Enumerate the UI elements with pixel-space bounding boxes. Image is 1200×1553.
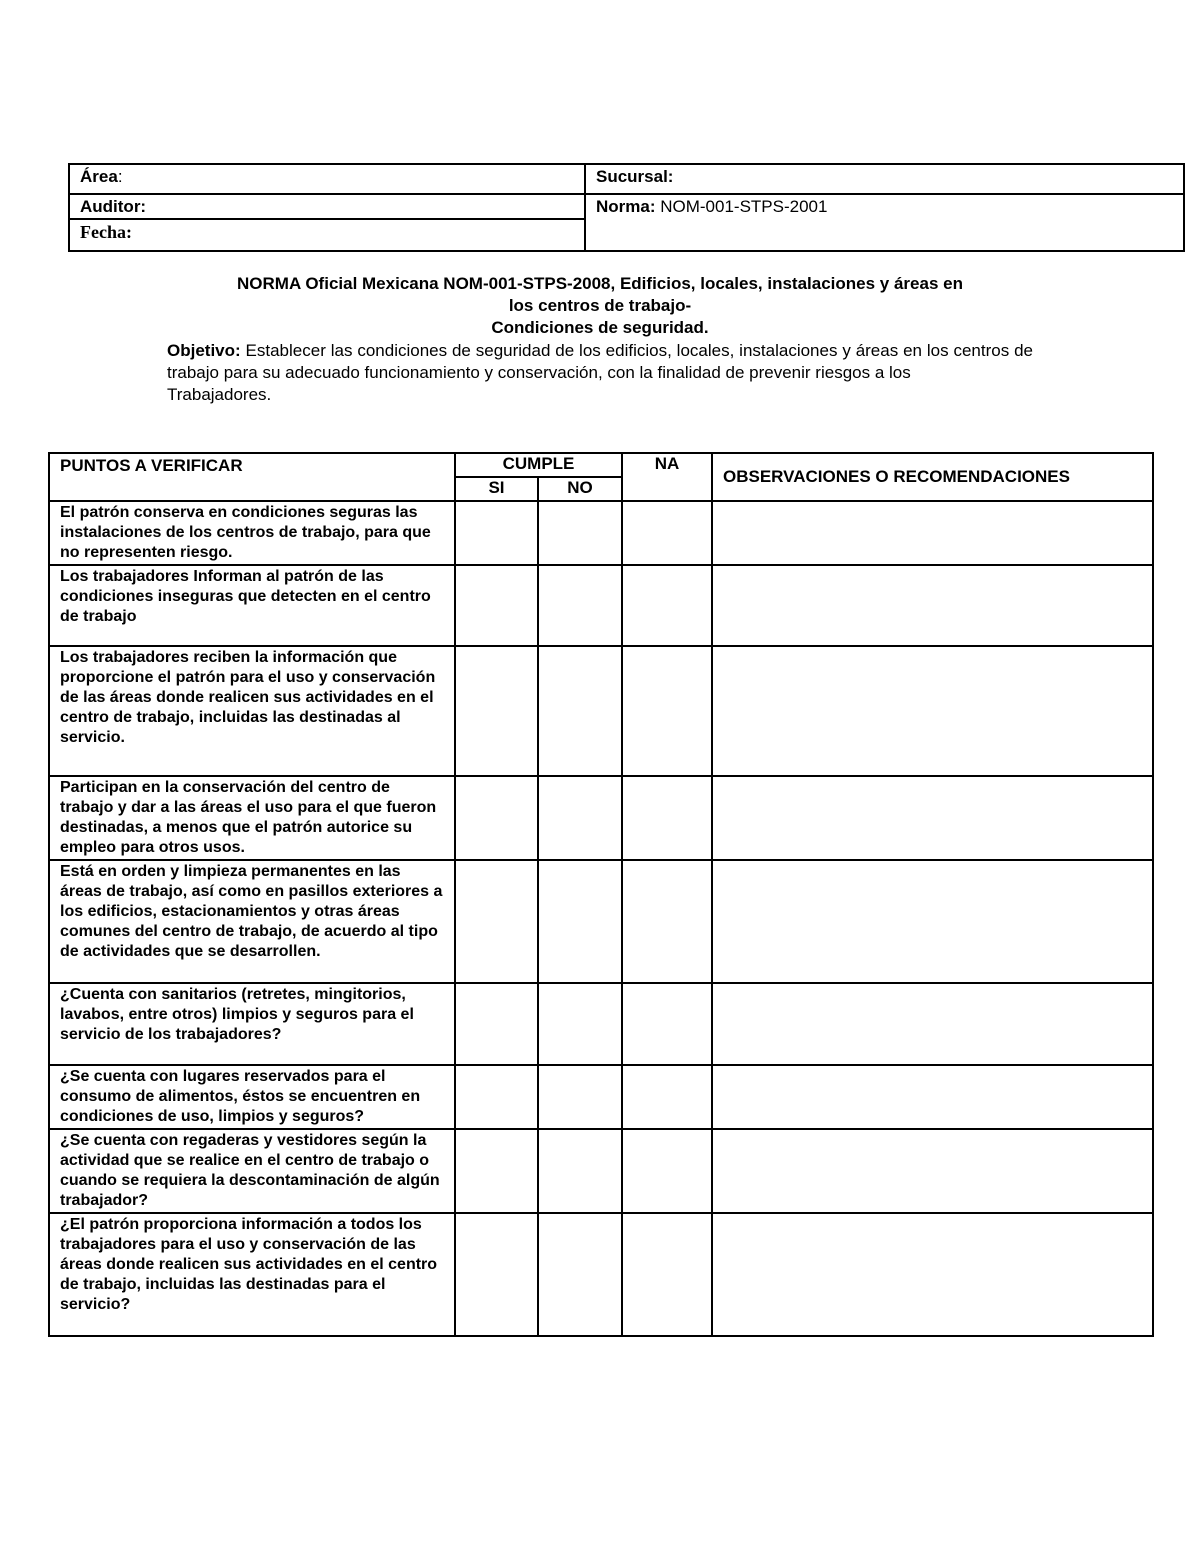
na-cell[interactable]: [622, 646, 712, 776]
observaciones-cell[interactable]: [712, 1213, 1153, 1336]
na-cell[interactable]: [622, 1065, 712, 1129]
question-cell: Los trabajadores reciben la información que proporcione el patrón para el uso y conservación de las áreas donde realicen sus actividades en el centro de trabajo, incluidas las destinadas al servicio.: [49, 646, 455, 776]
observaciones-cell[interactable]: [712, 860, 1153, 983]
question-cell: ¿Se cuenta con regaderas y vestidores según la actividad que se realice en el centro de trabajo o cuando se requiera la descontaminación de algún trabajador?: [49, 1129, 455, 1213]
table-row: [49, 646, 1153, 776]
audit-info-table: [68, 163, 1185, 252]
observaciones-cell[interactable]: [712, 1129, 1153, 1213]
table-row: [49, 860, 1153, 983]
question-cell: Participan en la conservación del centro de trabajo y dar a las áreas el uso para el que fueron destinadas, a menos que el patrón autorice su empleo para otros usos.: [49, 776, 455, 860]
observaciones-cell[interactable]: [712, 776, 1153, 860]
table-row: [49, 983, 1153, 1065]
question-cell: ¿Se cuenta con lugares reservados para el consumo de alimentos, éstos se encuentren en condiciones de uso, limpios y seguros?: [49, 1065, 455, 1129]
si-cell[interactable]: [455, 646, 538, 776]
question-cell: ¿El patrón proporciona información a todos los trabajadores para el uso y conservación de las áreas donde realicen sus actividades en el centro de trabajo, incluidas las destinadas para el servicio?: [49, 1213, 455, 1336]
observaciones-cell[interactable]: [712, 1065, 1153, 1129]
si-cell[interactable]: [455, 501, 538, 565]
no-cell[interactable]: [538, 1129, 622, 1213]
document-title: [150, 273, 1050, 339]
title-line-1: NORMA Oficial Mexicana NOM-001-STPS-2008, Edificios, locales, instalaciones y áreas en: [237, 274, 963, 293]
na-cell[interactable]: [622, 776, 712, 860]
si-cell[interactable]: [455, 983, 538, 1065]
auditor-fecha-cell: [69, 194, 585, 251]
fecha-label: Fecha:: [80, 222, 132, 242]
si-cell[interactable]: [455, 565, 538, 646]
norma-cell[interactable]: [585, 194, 1184, 251]
norma-label: Norma:: [596, 197, 656, 216]
table-row: [49, 776, 1153, 860]
no-cell[interactable]: [538, 983, 622, 1065]
observaciones-cell[interactable]: [712, 646, 1153, 776]
header-na: NA: [622, 453, 712, 501]
si-cell[interactable]: [455, 1065, 538, 1129]
header-observaciones: OBSERVACIONES O RECOMENDACIONES: [712, 453, 1153, 501]
title-line-2: los centros de trabajo-: [508, 296, 692, 315]
header-puntos: PUNTOS A VERIFICAR: [49, 453, 455, 501]
no-cell[interactable]: [538, 646, 622, 776]
si-cell[interactable]: [455, 860, 538, 983]
objective-label: Objetivo:: [167, 341, 241, 360]
sucursal-cell[interactable]: [585, 164, 1184, 194]
no-cell[interactable]: [538, 776, 622, 860]
header-cumple: CUMPLE: [455, 453, 622, 477]
na-cell[interactable]: [622, 860, 712, 983]
auditor-label: Auditor:: [80, 197, 147, 216]
si-cell[interactable]: [455, 1213, 538, 1336]
no-cell[interactable]: [538, 501, 622, 565]
na-cell[interactable]: [622, 565, 712, 646]
norma-value: NOM-001-STPS-2001: [655, 197, 828, 216]
table-row: [49, 565, 1153, 646]
objective-section: [167, 340, 1033, 406]
question-cell: ¿Cuenta con sanitarios (retretes, mingitorios, lavabos, entre otros) limpios y seguros para el servicio de los trabajadores?: [49, 983, 455, 1065]
table-row: [49, 1213, 1153, 1336]
na-cell[interactable]: [622, 501, 712, 565]
observaciones-cell[interactable]: [712, 565, 1153, 646]
objective-last-line: Trabajadores.: [167, 385, 272, 404]
no-cell[interactable]: [538, 1065, 622, 1129]
checklist-table: [48, 452, 1154, 1337]
si-cell[interactable]: [455, 1129, 538, 1213]
na-cell[interactable]: [622, 1213, 712, 1336]
na-cell[interactable]: [622, 983, 712, 1065]
fecha-field[interactable]: [70, 218, 584, 241]
sucursal-label: Sucursal:: [596, 167, 674, 186]
observaciones-cell[interactable]: [712, 983, 1153, 1065]
na-cell[interactable]: [622, 1129, 712, 1213]
observaciones-cell[interactable]: [712, 501, 1153, 565]
objective-paragraph: [167, 340, 1033, 384]
area-cell[interactable]: [69, 164, 585, 194]
question-cell: Está en orden y limpieza permanentes en las áreas de trabajo, así como en pasillos exteriores a los edificios, estacionamientos y otras áreas comunes del centro de trabajo, de acuerdo al tipo de actividades que se desarrollen.: [49, 860, 455, 983]
no-cell[interactable]: [538, 565, 622, 646]
header-si: SI: [455, 477, 538, 501]
auditor-field[interactable]: [70, 195, 584, 218]
no-cell[interactable]: [538, 860, 622, 983]
table-row: [49, 501, 1153, 565]
area-label: Área: [80, 167, 118, 186]
no-cell[interactable]: [538, 1213, 622, 1336]
question-cell: Los trabajadores Informan al patrón de las condiciones inseguras que detecten en el centro de trabajo: [49, 565, 455, 646]
header-no: NO: [538, 477, 622, 501]
area-colon: :: [117, 167, 123, 186]
si-cell[interactable]: [455, 776, 538, 860]
question-cell: El patrón conserva en condiciones seguras las instalaciones de los centros de trabajo, para que no representen riesgo.: [49, 501, 455, 565]
title-line-3: Condiciones de seguridad.: [491, 318, 709, 337]
table-row: [49, 1065, 1153, 1129]
objective-text: Establecer las condiciones de seguridad de los edificios, locales, instalaciones y áreas en los centros de trabajo para su adecuado funcionamiento y conservación, con la finalidad de prevenir riesgos a los: [167, 341, 1033, 382]
table-row: [49, 1129, 1153, 1213]
